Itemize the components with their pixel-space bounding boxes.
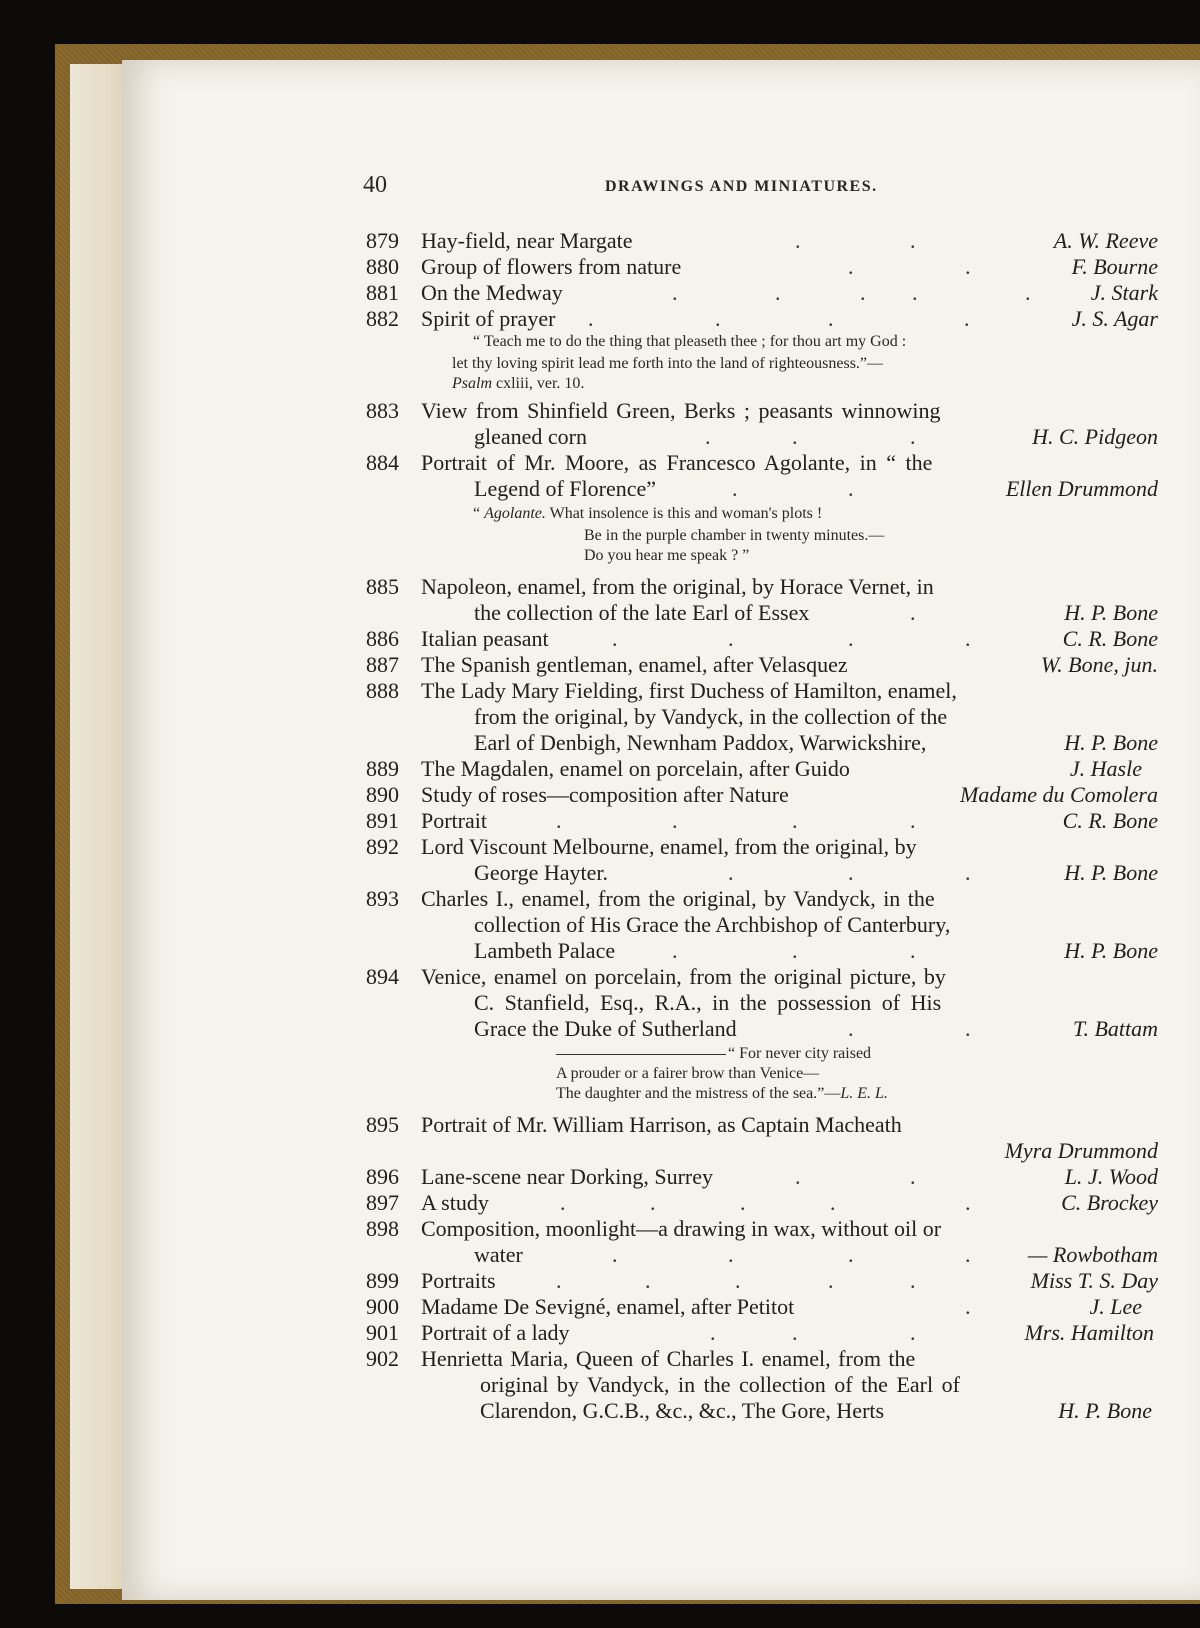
entry-line: 885 Napoleon, enamel, from the original, by Horace Vernet, in	[366, 574, 934, 599]
entry-line: 886 Italian peasant . . . . C. R. Bone	[366, 626, 1158, 651]
entry-line: gleaned corn . . . H. C. Pidgeon	[474, 424, 1158, 449]
entry-line: C. Stanfield, Esq., R.A., in the possession of His	[474, 990, 942, 1015]
epigraph-line: Be in the purple chamber in twenty minutes.—	[584, 527, 885, 544]
entry-line: 888 The Lady Mary Fielding, first Duchess of Hamilton, enamel,	[366, 678, 957, 703]
entry-line: 887 The Spanish gentleman, enamel, after Velasquez W. Bone, jun.	[366, 652, 1158, 677]
page-header	[0, 172, 1200, 202]
entry-line: 900 Madame De Sevigné, enamel, after Petitot . J. Lee	[366, 1294, 1142, 1319]
entry-line: Earl of Denbigh, Newnham Paddox, Warwickshire, H. P. Bone	[474, 730, 1158, 755]
entry-line: Lambeth Palace . . . H. P. Bone	[474, 938, 1158, 963]
entry-line: 884 Portrait of Mr. Moore, as Francesco Agolante, in “ the	[366, 450, 933, 475]
entry-line: 896 Lane-scene near Dorking, Surrey . . L. J. Wood	[366, 1164, 1158, 1189]
entry-line: Clarendon, G.C.B., &c., &c., The Gore, Herts H. P. Bone	[480, 1398, 1152, 1423]
entry-line: George Hayter. . . . H. P. Bone	[474, 860, 1158, 885]
entry-line: from the original, by Vandyck, in the collection of the	[474, 704, 948, 729]
entry-line: 895 Portrait of Mr. William Harrison, as Captain Macheath	[366, 1112, 902, 1137]
epigraph-line: let thy loving spirit lead me forth into the land of righteousness.”—	[452, 355, 884, 372]
epigraph-line: The daughter and the mistress of the sea.”—L. E. L.	[556, 1085, 888, 1102]
epigraph-line: “ Agolante. What insolence is this and woman's plots !	[473, 505, 823, 522]
epigraph-line: “ For never city raised	[556, 1044, 871, 1064]
epigraph-line: “ Teach me to do the thing that pleaseth thee ; for thou art my God :	[473, 333, 907, 350]
entry-line: Grace the Duke of Sutherland . . T. Battam	[474, 1016, 1158, 1041]
entry-line: collection of His Grace the Archbishop of Canterbury,	[474, 912, 951, 937]
entry-line: 890 Study of roses—composition after Nature Madame du Comolera	[366, 782, 1158, 807]
entry-line: Myra Drummond	[1004, 1138, 1158, 1163]
entry-line: water . . . . — Rowbotham	[474, 1242, 1158, 1267]
entry-line: 882 Spirit of prayer . . . . J. S. Agar	[366, 306, 1158, 331]
entry-line: 897 A study . . . . . C. Brockey	[366, 1190, 1158, 1215]
entry-line: 889 The Magdalen, enamel on porcelain, after Guido J. Hasle	[366, 756, 1142, 781]
entry-line: 901 Portrait of a lady . . . Mrs. Hamilton	[366, 1320, 1154, 1345]
entry-line: 883 View from Shinfield Green, Berks ; peasants winnowing	[366, 398, 941, 423]
entry-line: the collection of the late Earl of Essex . H. P. Bone	[474, 600, 1158, 625]
entry-line: Legend of Florence” . . Ellen Drummond	[474, 476, 1158, 501]
entry-line: 893 Charles I., enamel, from the original, by Vandyck, in the	[366, 886, 935, 911]
entry-line: 898 Composition, moonlight—a drawing in wax, without oil or	[366, 1216, 942, 1241]
epigraph-line: Psalm cxliii, ver. 10.	[452, 375, 585, 392]
epigraph-line: A prouder or a fairer brow than Venice—	[556, 1065, 820, 1082]
entry-line: 880 Group of flowers from nature . . F. Bourne	[366, 254, 1158, 279]
entry-line: 879 Hay-field, near Margate . . A. W. Reeve	[366, 228, 1158, 253]
page-number: 40	[363, 172, 387, 198]
entry-line: 881 On the Medway . . . . . J. Stark	[366, 280, 1158, 305]
epigraph-line: Do you hear me speak ? ”	[584, 547, 750, 564]
entry-line: 894 Venice, enamel on porcelain, from the original picture, by	[366, 964, 946, 989]
entry-line: 902 Henrietta Maria, Queen of Charles I. enamel, from the	[366, 1346, 916, 1371]
entry-line: 891 Portrait . . . . C. R. Bone	[366, 808, 1158, 833]
entry-line: 899 Portraits . . . . . Miss T. S. Day	[366, 1268, 1158, 1293]
entry-line: 892 Lord Viscount Melbourne, enamel, from the original, by	[366, 834, 917, 859]
entry-line: original by Vandyck, in the collection of the Earl of	[480, 1372, 960, 1397]
running-head: DRAWINGS AND MINIATURES.	[605, 178, 878, 195]
